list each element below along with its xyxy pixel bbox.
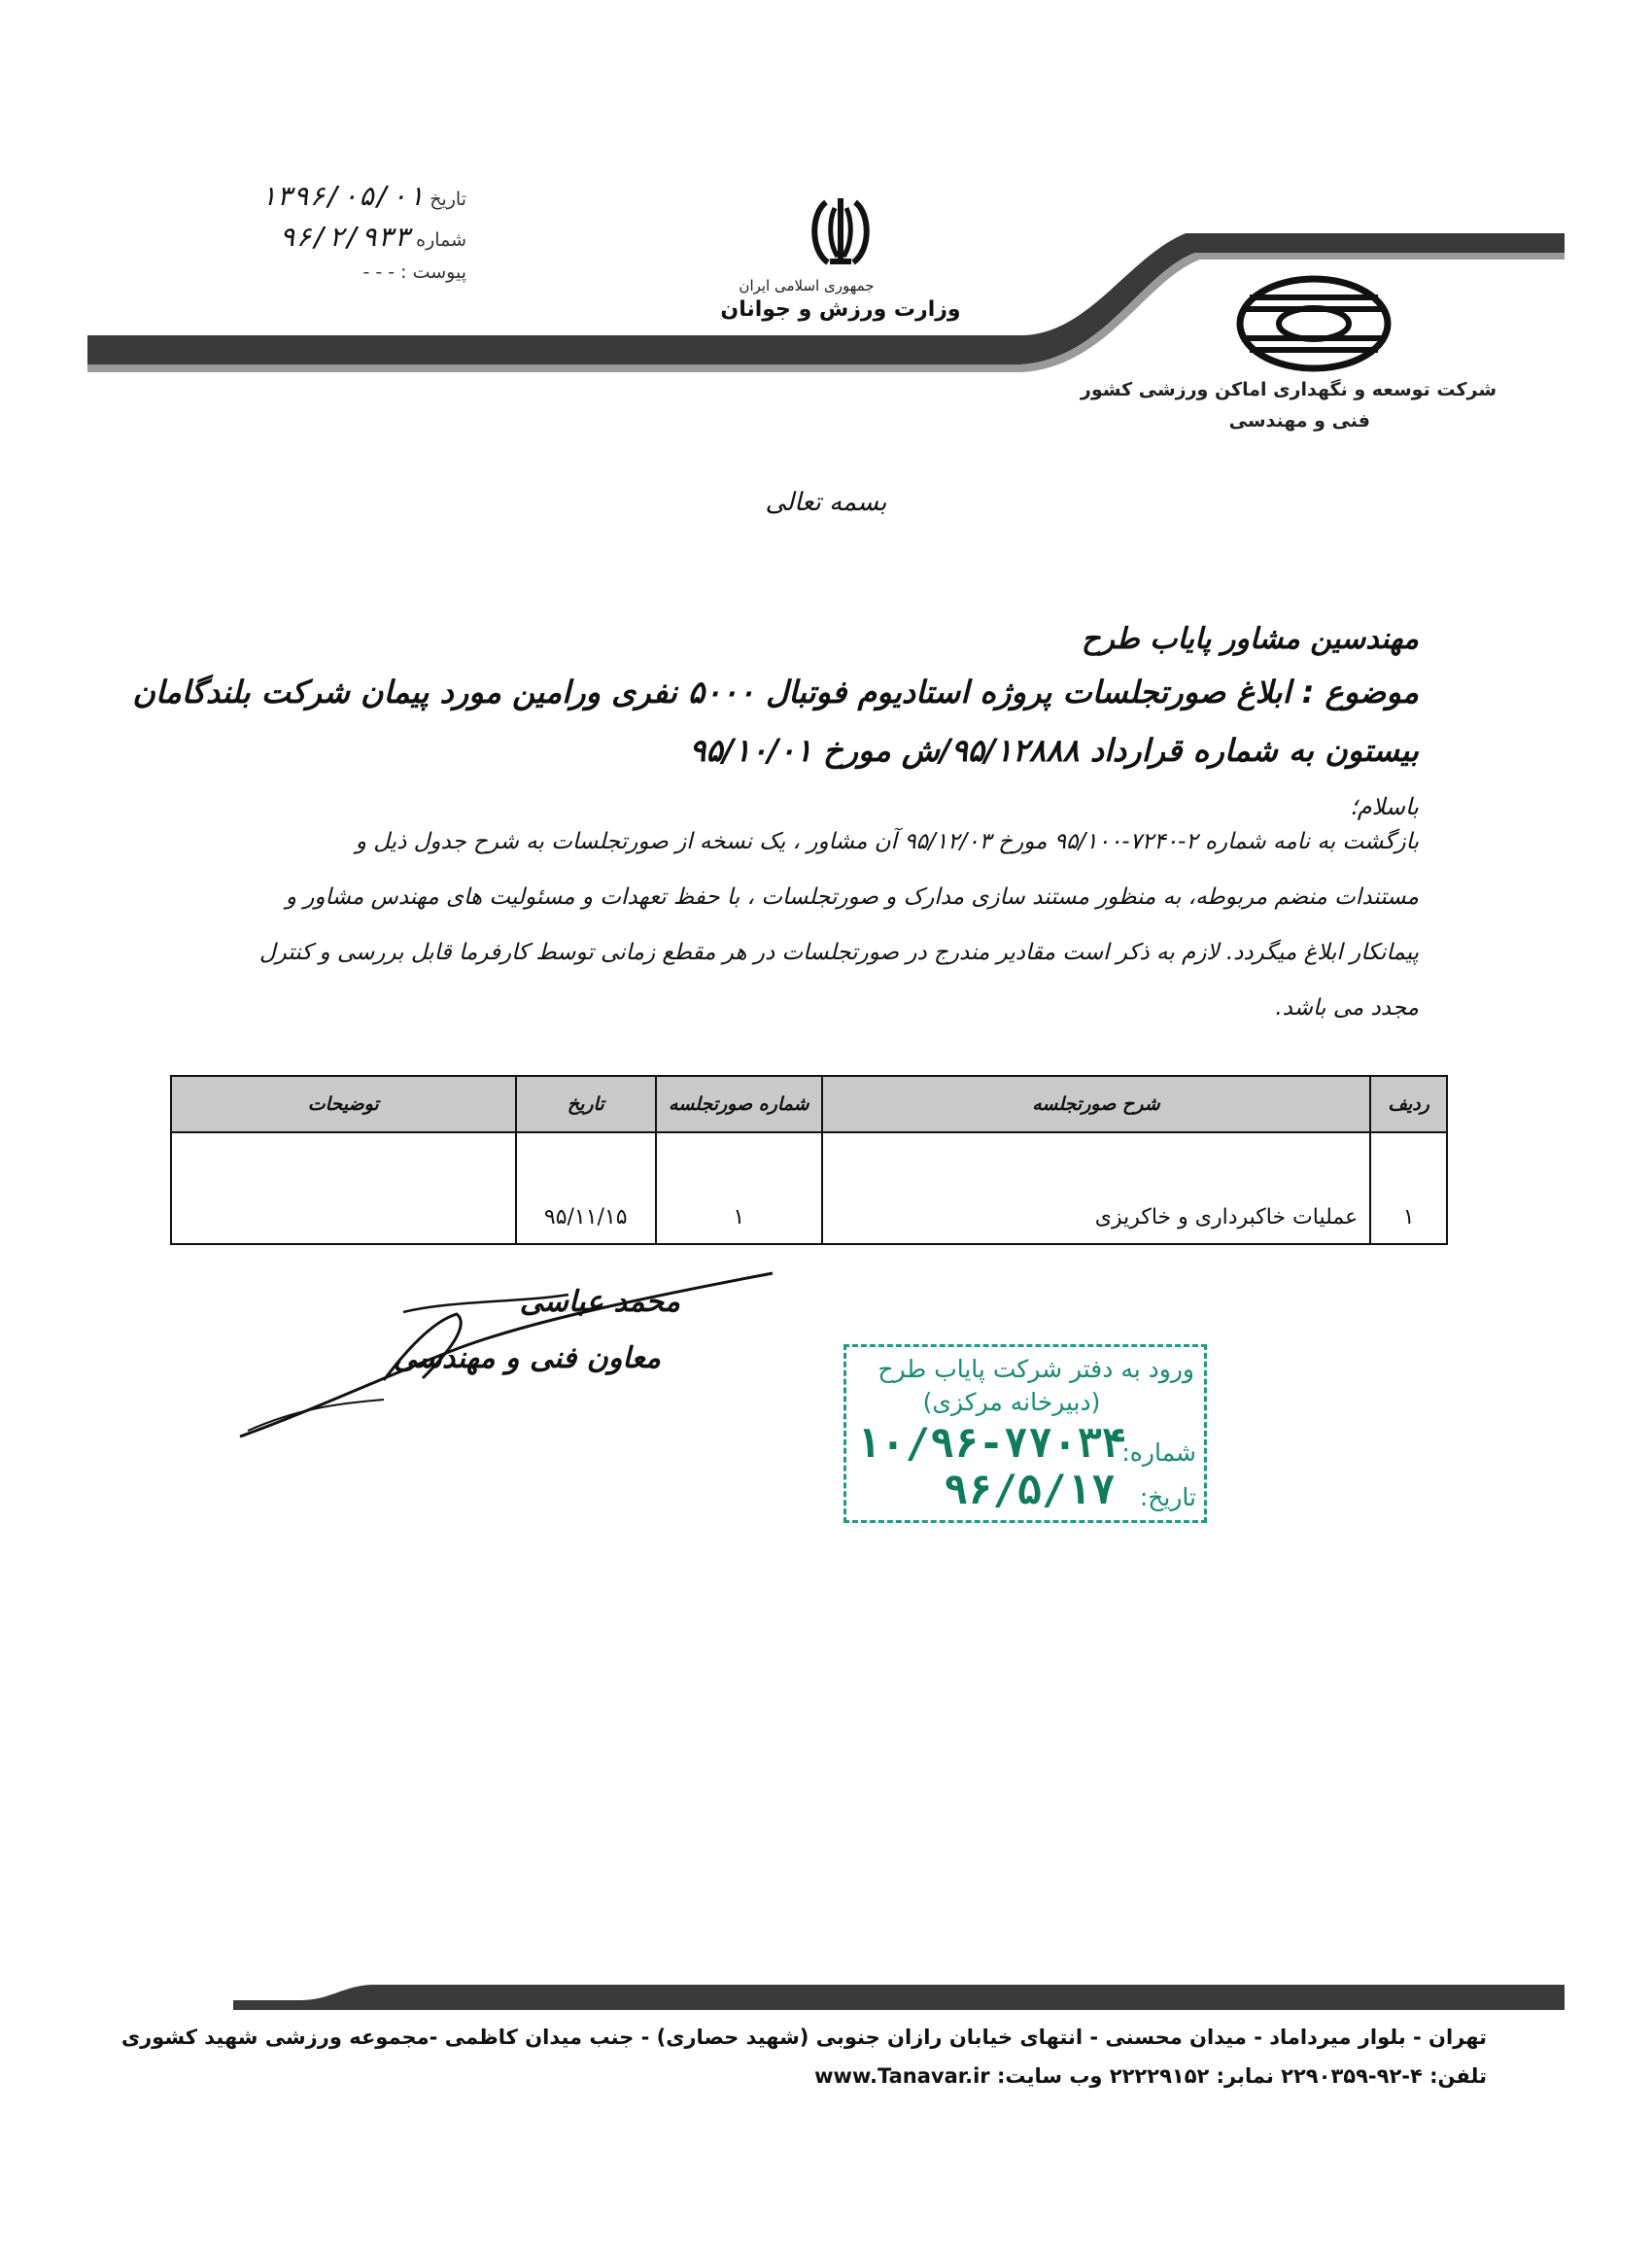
col-row: ردیف [1370, 1076, 1447, 1132]
cell-description: عملیات خاکبرداری و خاکریزی [822, 1132, 1371, 1244]
cell-row: ۱ [1370, 1132, 1447, 1244]
stamp-subtitle: (دبیرخانه مرکزی) [922, 1388, 1101, 1416]
table-row [171, 1132, 1447, 1244]
attachment-value: - - - [362, 261, 396, 283]
cell-date: ۹۵/۱۱/۱۵ [516, 1132, 656, 1244]
paragraph-line-2: مستندات منضم مربوطه، به منظور مستند سازی مدارک و صورتجلسات ، با حفظ تعهدات و مسئولیت های مهندس مشاور و [285, 884, 1419, 910]
footer-phone: تلفن: ۴-۹۲-۲۲۹۰۳۵۹ نمابر: ۲۲۲۲۹۱۵۲ وب سایت: [996, 2064, 1487, 2088]
country-name: جمهوری اسلامی ایران [739, 277, 875, 294]
paragraph-line-3: پیمانکار ابلاغ میگردد. لازم به ذکر است مقادیر مندرج در صورتجلسات در هر مقطع زمانی توسط کارفرما قابل بررسی و کنترل [258, 940, 1419, 965]
company-logo-icon [1236, 275, 1392, 372]
footer-website[interactable]: www.Tanavar.ir [814, 2064, 990, 2088]
greeting: باسلام؛ [1350, 793, 1419, 820]
stamp-date-value: ۹۶/۵/۱۷ [944, 1466, 1117, 1513]
col-notes: توضیحات [171, 1076, 516, 1132]
cell-notes [171, 1132, 516, 1244]
company-name: شرکت توسعه و نگهداری اماکن ورزشی کشور [1080, 379, 1497, 400]
number-value: ۹۶/۲/۹۳۳ [279, 221, 411, 253]
minutes-table [170, 1075, 1448, 1245]
cell-number: ۱ [656, 1132, 822, 1244]
company-unit: فنی و مهندسی [1228, 410, 1370, 432]
stamp-number-value: ۱۰/۹۶-۷۷۰۳۴ [856, 1419, 1127, 1467]
col-number: شماره صورتجلسه [656, 1076, 822, 1132]
handwritten-signature [228, 1264, 782, 1448]
attachment-label: پیوست : [400, 261, 466, 283]
stamp-date-label: تاریخ: [1139, 1483, 1196, 1511]
addressee: مهندسین مشاور پایاب طرح [1081, 622, 1419, 656]
footer-address: تهران - بلوار میرداماد - میدان محسنی - انتهای خیابان رازان جنوبی (شهید حصاری) - جنب میدان کاظمی -مجموعه ورزشی شهید کشوری [120, 2026, 1487, 2049]
paragraph-line-4: مجدد می باشد. [1275, 995, 1419, 1021]
table-header-row [171, 1076, 1447, 1132]
col-date: تاریخ [516, 1076, 656, 1132]
signatory-title: معاون فنی و مهندسی [393, 1341, 661, 1375]
stamp-title: ورود به دفتر شرکت پایاب طرح [878, 1355, 1194, 1383]
paragraph-line-1: بازگشت به نامه شماره ۲-۷۲۴۰-۹۵/۱۰۰ مورخ ۹۵/۱۲/۰۳ آن مشاور ، یک نسخه از صورتجلسات به شرح جدول ذیل و [355, 829, 1419, 854]
date-row [117, 180, 466, 221]
signatory-name: محمد عباسی [519, 1285, 680, 1319]
col-description: شرح صورتجلسه [822, 1076, 1371, 1132]
date-label: تاریخ [430, 189, 466, 210]
date-value: ۱۳۹۶/۰۵/۰۱ [259, 180, 425, 212]
ministry-name: وزارت ورزش و جوانان [720, 297, 961, 322]
subject-line-2: بیستون به شماره قرارداد ۹۵/۱۲۸۸۸/ش مورخ ۹۵/۱۰/۰۱ [689, 732, 1419, 769]
footer-contact [515, 2064, 1487, 2088]
number-label: شماره [416, 229, 466, 251]
bismillah: بسمه تعالی [765, 488, 887, 517]
subject-line-1: موضوع : ابلاغ صورتجلسات پروژه استادیوم فوتبال ۵۰۰۰ نفری ورامین مورد پیمان شرکت بلندگامان [132, 674, 1419, 710]
receipt-stamp [843, 1344, 1207, 1523]
stamp-number-label: شماره: [1121, 1438, 1196, 1467]
